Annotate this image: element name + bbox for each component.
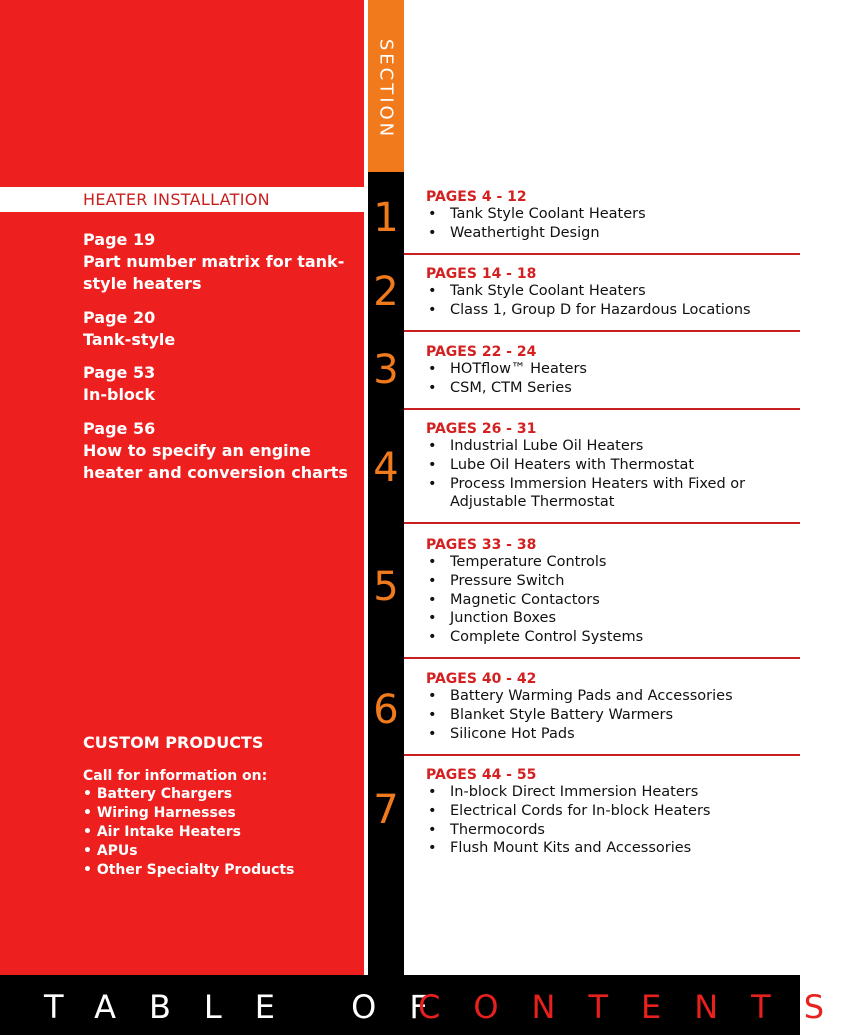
section-item: • Silicone Hot Pads xyxy=(426,725,796,744)
custom-product-item: • Air Intake Heaters xyxy=(83,823,294,842)
section-number-5: 5 xyxy=(373,564,399,610)
section-item: • Tank Style Coolant Heaters xyxy=(426,205,796,224)
section-item: • Battery Warming Pads and Accessories xyxy=(426,687,796,706)
page-ref-desc: style heaters xyxy=(83,274,202,293)
section-6[interactable] xyxy=(426,671,796,743)
footer-title-part1: TABLE OF xyxy=(44,988,461,1026)
section-number-3: 3 xyxy=(373,347,399,393)
section-items xyxy=(426,282,796,320)
footer-title-part2: CONTENTS xyxy=(418,988,857,1026)
custom-products-list xyxy=(83,785,294,880)
page-ref-page: Page 19 xyxy=(83,230,156,249)
section-number-1: 1 xyxy=(373,195,399,241)
section-7[interactable] xyxy=(426,767,796,858)
section-1[interactable] xyxy=(426,189,796,243)
section-item: • HOTflow™ Heaters xyxy=(426,360,796,379)
page-ref-53[interactable] xyxy=(83,362,353,406)
section-item: • Temperature Controls xyxy=(426,553,796,572)
section-divider xyxy=(404,657,800,659)
section-items xyxy=(426,553,796,647)
custom-product-item: • APUs xyxy=(83,842,294,861)
section-items xyxy=(426,783,796,858)
section-item: • Weathertight Design xyxy=(426,224,796,243)
custom-product-item: • Wiring Harnesses xyxy=(83,804,294,823)
heater-installation-banner xyxy=(0,187,364,212)
section-item: • Flush Mount Kits and Accessories xyxy=(426,839,796,858)
section-item: • Tank Style Coolant Heaters xyxy=(426,282,796,301)
section-pages: PAGES 26 - 31 xyxy=(426,421,537,437)
section-item: • Electrical Cords for In-block Heaters xyxy=(426,802,796,821)
section-divider xyxy=(404,408,800,410)
section-divider xyxy=(404,754,800,756)
custom-products-title: CUSTOM PRODUCTS xyxy=(83,733,264,752)
section-item: • Class 1, Group D for Hazardous Locations xyxy=(426,301,796,320)
page-ref-desc: How to specify an engine xyxy=(83,441,311,460)
page-ref-page: Page 20 xyxy=(83,308,156,327)
section-4[interactable] xyxy=(426,421,796,512)
section-item: • Lube Oil Heaters with Thermostat xyxy=(426,456,796,475)
section-item: • Junction Boxes xyxy=(426,609,796,628)
section-items xyxy=(426,687,796,743)
section-item: • CSM, CTM Series xyxy=(426,379,796,398)
section-3[interactable] xyxy=(426,344,796,398)
section-2[interactable] xyxy=(426,266,796,320)
custom-product-item: • Battery Chargers xyxy=(83,785,294,804)
section-5[interactable] xyxy=(426,537,796,647)
section-label: SECTION xyxy=(375,38,397,140)
section-item: • Pressure Switch xyxy=(426,572,796,591)
page-ref-19[interactable] xyxy=(83,229,353,295)
section-divider xyxy=(404,253,800,255)
page-ref-desc: heater and conversion charts xyxy=(83,463,348,482)
custom-products-call: Call for information on: xyxy=(83,768,268,784)
page-ref-page: Page 56 xyxy=(83,419,156,438)
page-ref-56[interactable] xyxy=(83,418,353,484)
section-item: • Process Immersion Heaters with Fixed or Adjustable Thermostat xyxy=(426,475,750,513)
page-ref-desc: Tank-style xyxy=(83,330,176,349)
custom-product-item: • Other Specialty Products xyxy=(83,861,294,880)
section-item: • Industrial Lube Oil Heaters xyxy=(426,437,796,456)
page-ref-desc: Part number matrix for tank- xyxy=(83,252,345,271)
section-items xyxy=(426,437,796,512)
section-pages: PAGES 40 - 42 xyxy=(426,671,537,687)
section-number-6: 6 xyxy=(373,687,399,733)
page-ref-desc: In-block xyxy=(83,385,156,404)
section-pages: PAGES 33 - 38 xyxy=(426,537,537,553)
section-item: • Magnetic Contactors xyxy=(426,591,796,610)
section-divider xyxy=(404,330,800,332)
section-pages: PAGES 4 - 12 xyxy=(426,189,527,205)
section-number-7: 7 xyxy=(373,787,399,833)
section-divider xyxy=(404,522,800,524)
page-ref-20[interactable] xyxy=(83,307,353,351)
page-ref-page: Page 53 xyxy=(83,363,156,382)
section-items xyxy=(426,205,796,243)
heater-installation-title: HEATER INSTALLATION xyxy=(83,190,270,209)
section-label-wrap xyxy=(368,24,404,154)
section-pages: PAGES 14 - 18 xyxy=(426,266,537,282)
section-number-2: 2 xyxy=(373,269,399,315)
section-pages: PAGES 44 - 55 xyxy=(426,767,537,783)
section-item: • In-block Direct Immersion Heaters xyxy=(426,783,796,802)
footer xyxy=(0,975,857,1035)
section-items xyxy=(426,360,796,398)
section-number-4: 4 xyxy=(373,445,399,491)
section-item: • Thermocords xyxy=(426,821,796,840)
section-pages: PAGES 22 - 24 xyxy=(426,344,537,360)
section-item: • Blanket Style Battery Warmers xyxy=(426,706,796,725)
section-item: • Complete Control Systems xyxy=(426,628,796,647)
